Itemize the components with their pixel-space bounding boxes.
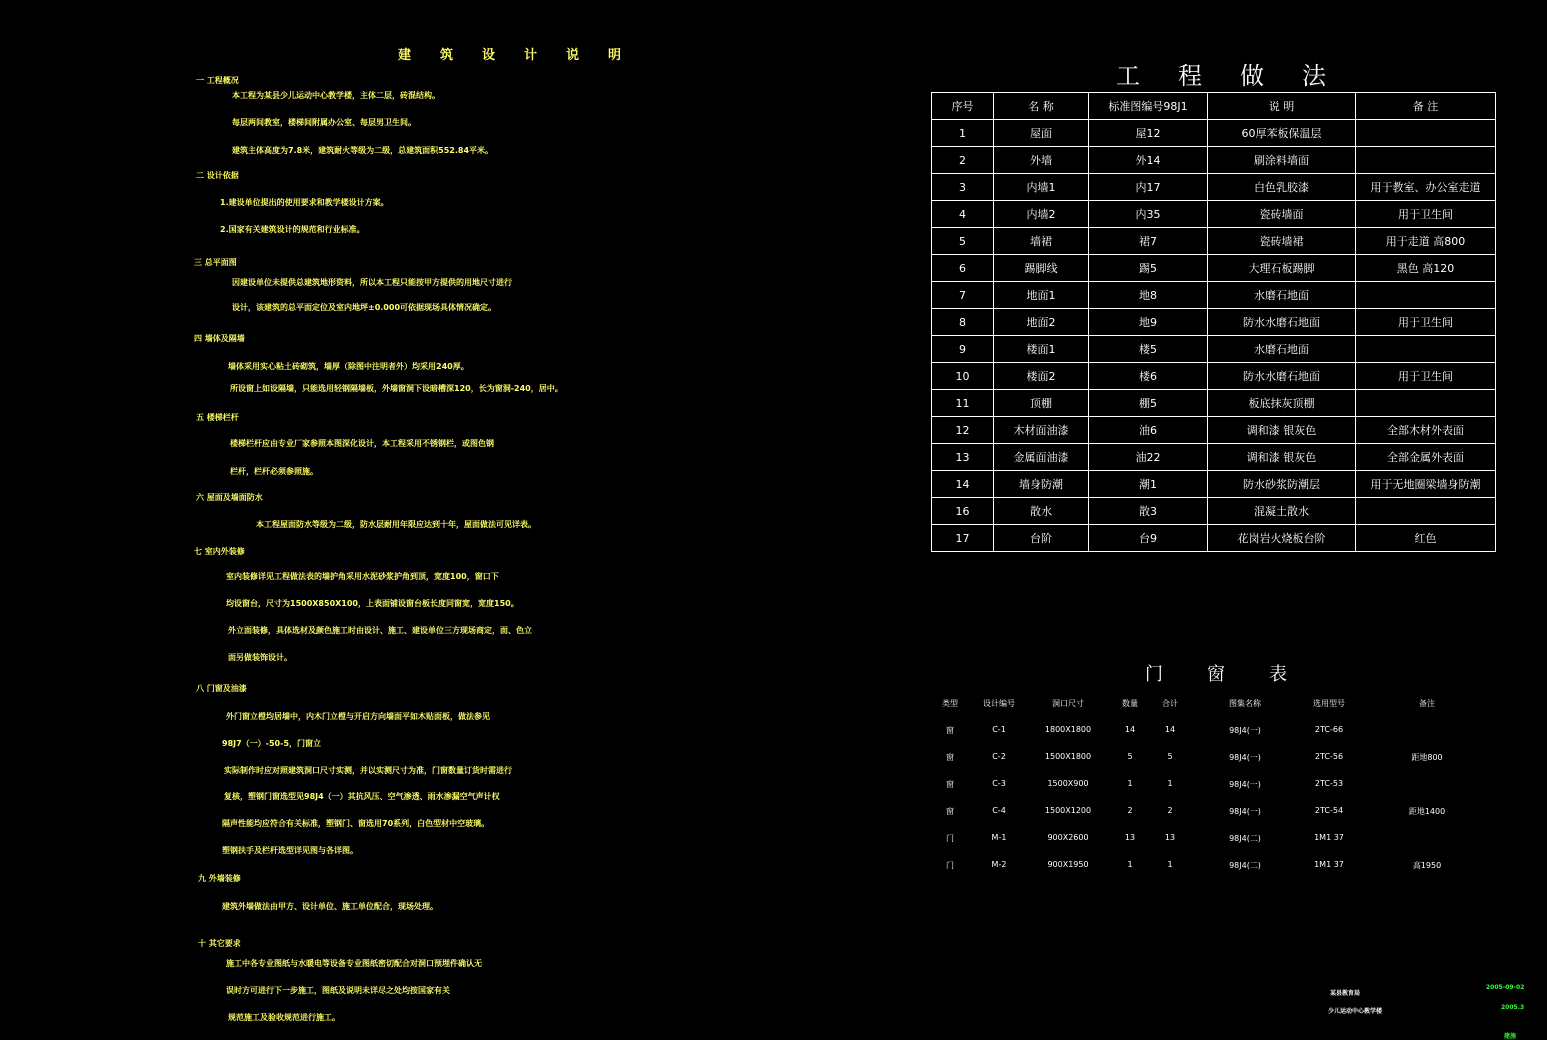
cell-remarks: 黑色 高120 xyxy=(1356,255,1496,282)
note-line: 六 屋面及墙面防水 xyxy=(196,493,263,502)
cell-name: 踢脚线 xyxy=(994,255,1089,282)
cell-index: 9 xyxy=(932,336,994,363)
dw-cell: 1 xyxy=(1127,779,1133,788)
note-line: 设计，该建筑的总平面定位及室内地坪±0.000可依据现场具体情况确定。 xyxy=(232,303,497,312)
dw-cell: 98J4(二) xyxy=(1229,861,1261,870)
cell-remarks: 用于教室、办公室走道 xyxy=(1356,174,1496,201)
header-name: 名 称 xyxy=(994,93,1089,120)
cell-description: 瓷砖墙面 xyxy=(1208,201,1356,228)
cell-index: 5 xyxy=(932,228,994,255)
cell-index: 7 xyxy=(932,282,994,309)
cell-index: 4 xyxy=(932,201,994,228)
dw-cell: 5 xyxy=(1167,752,1173,761)
dw-cell: 1800X1800 xyxy=(1044,725,1092,734)
cell-remarks xyxy=(1356,120,1496,147)
dw-cell: 98J4(一) xyxy=(1229,726,1261,735)
cell-standard: 棚5 xyxy=(1089,390,1208,417)
dw-cell: 窗 xyxy=(946,807,954,816)
titleblock-version: 2005.3 xyxy=(1501,1004,1525,1011)
table-row xyxy=(932,201,1496,228)
cell-index: 6 xyxy=(932,255,994,282)
table-row xyxy=(932,147,1496,174)
cell-name: 木材面油漆 xyxy=(994,417,1089,444)
dw-cell: 1500X900 xyxy=(1047,779,1089,788)
cell-index: 13 xyxy=(932,444,994,471)
dw-cell: 1500X1200 xyxy=(1044,806,1092,815)
dw-cell: 900X1950 xyxy=(1047,860,1089,869)
dw-cell: 13 xyxy=(1124,833,1136,842)
dw-cell: 2 xyxy=(1167,806,1173,815)
cell-standard: 地8 xyxy=(1089,282,1208,309)
dw-header: 备注 xyxy=(1419,699,1435,708)
dw-cell: 1 xyxy=(1127,860,1133,869)
note-line: 规范施工及验收规范进行施工。 xyxy=(228,1013,340,1022)
dw-cell: 2TC-53 xyxy=(1314,779,1344,788)
cell-name: 外墙 xyxy=(994,147,1089,174)
note-line: 一 工程概况 xyxy=(196,76,239,85)
dw-cell: 98J4(一) xyxy=(1229,807,1261,816)
cell-remarks: 用于走道 高800 xyxy=(1356,228,1496,255)
note-line: 楼梯栏杆应由专业厂家参照本图深化设计，本工程采用不锈钢栏，或图色钢 xyxy=(230,439,494,448)
cell-index: 14 xyxy=(932,471,994,498)
header-index: 序号 xyxy=(932,93,994,120)
dw-cell: M-2 xyxy=(991,860,1007,869)
note-line: 九 外墙装修 xyxy=(198,874,241,883)
dw-cell: 距地800 xyxy=(1411,753,1443,762)
dw-cell: 距地1400 xyxy=(1408,807,1446,816)
dw-cell: 2TC-56 xyxy=(1314,752,1344,761)
dw-header: 类型 xyxy=(942,699,958,708)
cell-remarks: 用于卫生间 xyxy=(1356,309,1496,336)
note-line: 复核，塑钢门窗选型见98J4（一）其抗风压、空气渗透、雨水渗漏空气声计权 xyxy=(224,792,500,801)
cell-standard: 屋12 xyxy=(1089,120,1208,147)
table-row xyxy=(932,120,1496,147)
cell-description: 防水砂浆防潮层 xyxy=(1208,471,1356,498)
dw-cell: 2TC-66 xyxy=(1314,725,1344,734)
table-row xyxy=(932,363,1496,390)
dw-cell: 1 xyxy=(1167,860,1173,869)
table-row xyxy=(932,390,1496,417)
work-methods-title: 工程做法 xyxy=(1116,62,1364,90)
cell-remarks: 用于卫生间 xyxy=(1356,363,1496,390)
dw-cell: 900X2600 xyxy=(1047,833,1089,842)
dw-cell: 98J4(一) xyxy=(1229,753,1261,762)
note-line: 所设窗上如设隔墙，只能选用轻钢隔墙板，外墙窗洞下设暗槽深120，长为窗洞-240，居中。 xyxy=(230,384,563,393)
note-line: 七 室内外装修 xyxy=(194,547,245,556)
note-line: 外门窗立樘均居墙中，内木门立樘与开启方向墙面平如木贴面板，做法参见 xyxy=(226,712,490,721)
titleblock-client: 某县教育局 xyxy=(1330,990,1361,997)
cell-standard: 外14 xyxy=(1089,147,1208,174)
cell-remarks: 用于卫生间 xyxy=(1356,201,1496,228)
dw-cell: 1M1 37 xyxy=(1314,833,1344,842)
note-line: 四 墙体及隔墙 xyxy=(194,334,245,343)
table-row xyxy=(932,525,1496,552)
note-line: 五 楼梯栏杆 xyxy=(196,413,239,422)
dw-cell: 1500X1800 xyxy=(1044,752,1092,761)
dw-cell: 1 xyxy=(1167,779,1173,788)
cell-index: 8 xyxy=(932,309,994,336)
cell-standard: 楼6 xyxy=(1089,363,1208,390)
cell-remarks: 全部金属外表面 xyxy=(1356,444,1496,471)
titleblock-drawing-type: 建施 xyxy=(1504,1033,1517,1040)
cell-name: 墙身防潮 xyxy=(994,471,1089,498)
note-line: 栏杆，栏杆必须参照施。 xyxy=(230,467,318,476)
note-line: 2.国家有关建筑设计的规范和行业标准。 xyxy=(220,225,365,234)
cell-name: 台阶 xyxy=(994,525,1089,552)
cell-index: 17 xyxy=(932,525,994,552)
cell-name: 墙裙 xyxy=(994,228,1089,255)
cell-standard: 内17 xyxy=(1089,174,1208,201)
cell-index: 3 xyxy=(932,174,994,201)
cell-standard: 油22 xyxy=(1089,444,1208,471)
header-remarks: 备 注 xyxy=(1356,93,1496,120)
dw-cell: 5 xyxy=(1127,752,1133,761)
cell-remarks xyxy=(1356,390,1496,417)
cell-name: 顶棚 xyxy=(994,390,1089,417)
note-line: 隔声性能均应符合有关标准，塑钢门、窗选用70系列，白色型材中空玻璃。 xyxy=(222,819,490,828)
note-line: 塑钢扶手及栏杆选型详见图与各详图。 xyxy=(222,846,358,855)
cell-standard: 潮1 xyxy=(1089,471,1208,498)
note-line: 施工中各专业图纸与水暖电等设备专业图纸密切配合对洞口预埋件确认无 xyxy=(226,959,482,968)
note-line: 均设窗台，尺寸为1500X850X100，上表面铺设窗台板长度同窗宽，宽度150。 xyxy=(226,599,519,608)
dw-header: 图集名称 xyxy=(1229,699,1261,708)
cell-description: 60厚苯板保温层 xyxy=(1208,120,1356,147)
cell-name: 屋面 xyxy=(994,120,1089,147)
cell-name: 楼面1 xyxy=(994,336,1089,363)
door-window-title: 门窗表 xyxy=(1145,664,1331,685)
cell-description: 水磨石地面 xyxy=(1208,336,1356,363)
dw-cell: 98J4(二) xyxy=(1229,834,1261,843)
cell-standard: 散3 xyxy=(1089,498,1208,525)
cell-name: 楼面2 xyxy=(994,363,1089,390)
cell-description: 防水水磨石地面 xyxy=(1208,309,1356,336)
dw-cell: 2 xyxy=(1127,806,1133,815)
dw-cell: M-1 xyxy=(991,833,1007,842)
cell-name: 金属面油漆 xyxy=(994,444,1089,471)
cell-description: 大理石板踢脚 xyxy=(1208,255,1356,282)
table-row xyxy=(932,282,1496,309)
cell-index: 10 xyxy=(932,363,994,390)
note-line: 室内装修详见工程做法表的墙护角采用水泥砂浆护角到顶，宽度100，窗口下 xyxy=(226,572,499,581)
note-line: 墙体采用实心粘土砖砌筑，墙厚（除图中注明者外）均采用240厚。 xyxy=(228,362,469,371)
cell-name: 散水 xyxy=(994,498,1089,525)
dw-cell: 窗 xyxy=(946,726,954,735)
titleblock-date: 2005-09-02 xyxy=(1486,984,1525,991)
dw-cell: 98J4(一) xyxy=(1229,780,1261,789)
note-line: 每层两间教室，楼梯间附属办公室、每层男卫生间。 xyxy=(232,118,416,127)
note-line: 面另做装饰设计。 xyxy=(228,653,292,662)
table-row xyxy=(932,309,1496,336)
cell-name: 地面1 xyxy=(994,282,1089,309)
cell-standard: 地9 xyxy=(1089,309,1208,336)
dw-cell: 窗 xyxy=(946,753,954,762)
titleblock-project: 少儿运动中心教学楼 xyxy=(1328,1008,1383,1015)
cell-description: 板底抹灰顶棚 xyxy=(1208,390,1356,417)
cell-remarks xyxy=(1356,147,1496,174)
cell-description: 刷涂料墙面 xyxy=(1208,147,1356,174)
note-line: 十 其它要求 xyxy=(198,939,241,948)
dw-header: 合计 xyxy=(1162,699,1178,708)
cell-index: 1 xyxy=(932,120,994,147)
cell-description: 水磨石地面 xyxy=(1208,282,1356,309)
table-row xyxy=(932,417,1496,444)
cell-description: 花岗岩火烧板台阶 xyxy=(1208,525,1356,552)
note-line: 因建设单位未提供总建筑地形资料，所以本工程只能按甲方提供的用地尺寸进行 xyxy=(232,278,512,287)
dw-cell: 高1950 xyxy=(1412,861,1442,870)
cell-description: 瓷砖墙裙 xyxy=(1208,228,1356,255)
note-line: 建筑主体高度为7.8米，建筑耐火等级为二级，总建筑面积552.84平米。 xyxy=(232,146,494,155)
table-row xyxy=(932,174,1496,201)
dw-header: 洞口尺寸 xyxy=(1052,699,1084,708)
dw-header: 设计编号 xyxy=(983,699,1015,708)
dw-cell: 2TC-54 xyxy=(1314,806,1344,815)
dw-cell: 门 xyxy=(946,861,954,870)
work-table-header-row xyxy=(932,93,1496,120)
dw-cell: 门 xyxy=(946,834,954,843)
dw-cell: 14 xyxy=(1164,725,1176,734)
cell-description: 混凝土散水 xyxy=(1208,498,1356,525)
table-row xyxy=(932,498,1496,525)
cell-remarks xyxy=(1356,498,1496,525)
note-line: 本工程为某县少儿运动中心教学楼，主体二层，砖混结构。 xyxy=(232,91,440,100)
cell-index: 2 xyxy=(932,147,994,174)
note-line: 建筑外墙做法由甲方、设计单位、施工单位配合，现场处理。 xyxy=(222,902,438,911)
cell-standard: 台9 xyxy=(1089,525,1208,552)
cell-name: 地面2 xyxy=(994,309,1089,336)
note-line: 实际制作时应对照建筑洞口尺寸实测，并以实测尺寸为准，门窗数量订货时需进行 xyxy=(224,766,512,775)
cell-remarks xyxy=(1356,336,1496,363)
dw-cell: C-3 xyxy=(992,779,1006,788)
notes-title: 建筑设计说明 xyxy=(398,48,651,63)
cell-remarks: 用于无地圈梁墙身防潮 xyxy=(1356,471,1496,498)
cell-index: 16 xyxy=(932,498,994,525)
dw-cell: C-1 xyxy=(992,725,1006,734)
cell-standard: 楼5 xyxy=(1089,336,1208,363)
cell-index: 11 xyxy=(932,390,994,417)
cell-standard: 裙7 xyxy=(1089,228,1208,255)
note-line: 1.建设单位提出的使用要求和教学楼设计方案。 xyxy=(220,198,389,207)
note-line: 误时方可进行下一步施工，图纸及说明未详尽之处均按国家有关 xyxy=(226,986,450,995)
cell-name: 内墙2 xyxy=(994,201,1089,228)
table-row xyxy=(932,228,1496,255)
cell-remarks xyxy=(1356,282,1496,309)
dw-header: 数量 xyxy=(1122,699,1138,708)
cell-name: 内墙1 xyxy=(994,174,1089,201)
dw-cell: 1M1 37 xyxy=(1314,860,1344,869)
note-line: 八 门窗及油漆 xyxy=(196,684,247,693)
dw-cell: 窗 xyxy=(946,780,954,789)
table-row xyxy=(932,336,1496,363)
work-methods-table xyxy=(931,92,1496,552)
note-line: 98J7（一）-50-5，门窗立 xyxy=(222,739,322,748)
cell-description: 调和漆 银灰色 xyxy=(1208,444,1356,471)
table-row xyxy=(932,471,1496,498)
cell-standard: 内35 xyxy=(1089,201,1208,228)
table-row xyxy=(932,444,1496,471)
cell-standard: 踢5 xyxy=(1089,255,1208,282)
dw-cell: C-4 xyxy=(992,806,1006,815)
cell-description: 调和漆 银灰色 xyxy=(1208,417,1356,444)
dw-cell: 14 xyxy=(1124,725,1136,734)
dw-header: 选用型号 xyxy=(1313,699,1345,708)
note-line: 二 设计依据 xyxy=(196,171,239,180)
cell-remarks: 全部木材外表面 xyxy=(1356,417,1496,444)
cell-remarks: 红色 xyxy=(1356,525,1496,552)
header-description: 说 明 xyxy=(1208,93,1356,120)
table-row xyxy=(932,255,1496,282)
note-line: 外立面装修，具体选材及颜色施工时由设计、施工、建设单位三方现场商定，面、色立 xyxy=(228,626,532,635)
note-line: 本工程屋面防水等级为二级，防水层耐用年限应达到十年，屋面做法可见详表。 xyxy=(256,520,536,529)
dw-cell: 13 xyxy=(1164,833,1176,842)
cell-standard: 油6 xyxy=(1089,417,1208,444)
header-standard: 标准图编号98J1 xyxy=(1089,93,1208,120)
dw-cell: C-2 xyxy=(992,752,1006,761)
cell-description: 白色乳胶漆 xyxy=(1208,174,1356,201)
cell-description: 防水水磨石地面 xyxy=(1208,363,1356,390)
cell-index: 12 xyxy=(932,417,994,444)
note-line: 三 总平面图 xyxy=(194,258,237,267)
